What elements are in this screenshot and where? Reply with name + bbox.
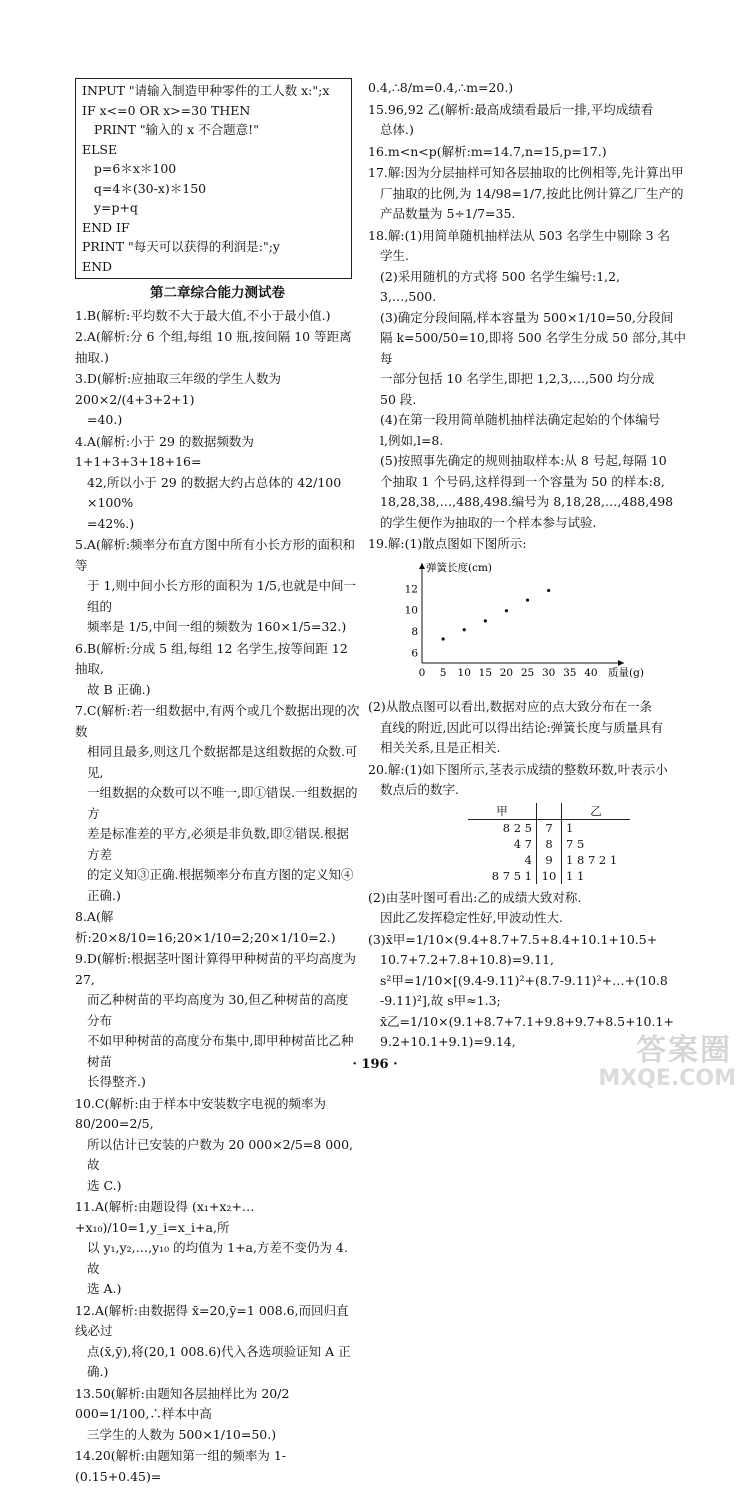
program-code-box: [75, 78, 352, 279]
stem-leaf-left: 8 7 5 1: [491, 868, 532, 883]
answer-item: [368, 534, 686, 555]
y-tick-label: 10: [404, 604, 418, 617]
answer-line: (2)从散点图可以看出,数据对应的点大致分布在一条: [368, 699, 653, 714]
answer-item: [368, 78, 686, 99]
answer-line: 一组数据的众数可以不唯一,即①错误.一组数据的方: [87, 785, 358, 821]
data-point: [463, 628, 466, 631]
x-tick-label: 0: [418, 666, 426, 679]
answer-line: 20.解:(1)如下图所示,茎表示成绩的整数环数,叶表示小: [368, 761, 668, 777]
stem-leaf-right: 1 8 7 2 1: [566, 852, 618, 867]
x-tick-label: 30: [541, 666, 556, 679]
answer-line: (2)采用随机的方式将 500 名学生编号:1,2,: [380, 268, 621, 284]
stem-leaf-stem: 9: [537, 852, 562, 868]
answer-line: 个抽取 1 个号码,这样得到一个容量为 50 的样本:8,: [380, 473, 665, 489]
data-point: [547, 588, 550, 591]
answer-item: [75, 369, 360, 431]
answer-line: 的学生便作为抽取的一个样本参与试验.: [380, 514, 597, 530]
answer-item: [368, 888, 686, 929]
answer-item: [368, 226, 686, 534]
answer-line: 18.解:(1)用简单随机抽样法从 503 名学生中剔除 3 名: [368, 227, 671, 243]
answer-line: 而乙种树苗的平均高度为 30,但乙种树苗的高度分布: [87, 992, 349, 1028]
answer-line: (4)在第一段用简单随机抽样法确定起始的个体编号: [380, 412, 661, 427]
stem-leaf-left: 8 2 5: [502, 820, 532, 835]
x-tick-label: 5: [439, 666, 447, 679]
right-answer-list: [368, 78, 686, 555]
stem-leaf-header-cell: [537, 803, 562, 820]
scatter-svg: [398, 557, 648, 689]
x-axis-label: 质量(g): [608, 666, 644, 679]
y-tick-label: 6: [411, 646, 418, 659]
answer-line: l,例如,l=8.: [380, 432, 444, 448]
answer-line: 1.B(解析:平均数不大于最大值,不小于最小值.): [75, 307, 331, 323]
code-line: END: [82, 258, 113, 274]
answer-line: s²甲=1/10×[(9.4-9.11)²+(8.7-9.11)²+…+(10.8: [380, 972, 668, 988]
data-point: [526, 598, 529, 601]
code-line: ELSE: [82, 141, 118, 157]
code-line: INPUT "请输入制造甲种零件的工人数 x:";x: [82, 83, 330, 98]
y-tick-label: 12: [404, 582, 418, 595]
answer-line: 50 段.: [380, 391, 417, 407]
x-tick-label: 10: [457, 666, 471, 679]
stem-leaf-row: [468, 852, 630, 868]
stem-leaf-right: 7 5: [566, 836, 585, 851]
answer-line: -9.11)²],故 s甲≈1.3;: [380, 993, 501, 1008]
answer-item: [75, 907, 360, 948]
answer-line: (2)由茎叶图可看出:乙的成绩大致对称.: [368, 889, 582, 905]
answer-line: 18,28,38,…,488,498.编号为 8,18,28,…,488,498: [380, 494, 674, 509]
answer-line: =42%.): [87, 515, 135, 531]
stem-leaf-left: 4 7: [513, 836, 532, 851]
data-point: [442, 637, 445, 640]
answer-line: 选 A.): [87, 1281, 122, 1296]
stem-leaf-row: [468, 868, 630, 884]
left-answer-list: [75, 306, 360, 1488]
answer-line: 16.m<n<p(解析:m=14.7,n=15,p=17.): [368, 143, 607, 159]
answer-line: (5)按照事先确定的规则抽取样本:从 8 号起,每隔 10: [380, 453, 667, 468]
answer-item: [75, 535, 360, 638]
answer-line: =40.): [87, 412, 123, 427]
answer-line: 以 y₁,y₂,…,y₁₀ 的均值为 1+a,方差不变仍为 4.故: [87, 1240, 348, 1276]
stem-leaf-right: 1: [566, 820, 574, 835]
answer-item: [75, 432, 360, 535]
x-tick-label: 35: [563, 666, 577, 679]
answer-item: [75, 306, 360, 327]
answer-line: 13.50(解析:由题知各层抽样比为 20/2 000=1/100,∴样本中高: [75, 1385, 290, 1421]
answer-line: 15.96,92 乙(解析:最高成绩看最后一排,平均成绩看: [368, 101, 654, 117]
x-axis-arrow: [618, 660, 624, 666]
answer-line: 10.C(解析:由于样本中安装数字电视的频率为 80/200=2/5,: [75, 1095, 327, 1131]
answer-line: 于 1,则中间小长方形的面积为 1/5,也就是中间一组的: [87, 578, 356, 614]
watermark-url: MXQE.COM: [598, 1066, 736, 1091]
right-answer-list-2: [368, 697, 686, 801]
code-line: p=6＊x＊100: [82, 161, 177, 176]
answer-line: 9.D(解析:根据茎叶图计算得甲种树苗的平均高度为 27,: [75, 951, 357, 987]
stem-leaf-stem: 10: [537, 868, 562, 884]
answer-line: 42,所以小于 29 的数据大约占总体的 42/100 ×100%: [87, 474, 342, 510]
answer-line: 9.2+10.1+9.1)=9.14,: [380, 1034, 516, 1049]
answer-line: 三学生的人数为 500×1/10=50.): [87, 1426, 277, 1442]
answer-line: 相同且最多,则这几个数据都是这组数据的众数.可见,: [87, 744, 358, 780]
answer-line: 12.A(解析:由数据得 x̄=20,ȳ=1 008.6,而回归直线必过: [75, 1302, 349, 1338]
page-number: · 196 ·: [352, 1057, 398, 1072]
answer-line: x̄乙=1/10×(9.1+8.7+7.1+9.8+9.7+8.5+10.1+: [380, 1013, 674, 1029]
answer-line: 不如甲种树苗的高度分布集中,即甲种树苗比乙种树苗: [87, 1033, 354, 1069]
answer-line: 2.A(解析:分 6 个组,每组 10 瓶,按间隔 10 等距离抽取.): [75, 329, 352, 365]
answer-line: 11.A(解析:由题设得 (x₁+x₂+…+x₁₀)/10=1,y_i=x_i+a,所: [75, 1199, 255, 1235]
y-tick-label: 8: [411, 625, 418, 638]
answer-item: [368, 100, 686, 141]
answer-line: 选 C.): [87, 1177, 122, 1193]
answer-line: 6.B(解析:分成 5 组,每组 12 名学生,按等间距 12 抽取,: [75, 640, 348, 676]
answer-line: 10.7+7.2+7.8+10.8)=9.11,: [380, 952, 554, 967]
answer-line: 正确.): [87, 887, 121, 903]
x-tick-label: 15: [478, 666, 493, 679]
answer-line: (3)确定分段间隔,样本容量为 500×1/10=50,分段间: [380, 309, 674, 325]
answer-line: 0.4,∴8/m=0.4,∴m=20.): [368, 80, 514, 95]
y-axis-arrow: [419, 563, 425, 569]
answer-line: 总体.): [380, 122, 414, 137]
stem-leaf-header: [468, 803, 630, 820]
answer-line: 差是标准差的平方,必须是非负数,即②错误.根据方差: [87, 826, 349, 862]
answer-line: 厂抽取的比例,为 14/98=1/7,按此比例计算乙厂生产的: [380, 185, 684, 201]
stem-leaf-stem: 7: [537, 819, 562, 836]
answer-line: 17.解:因为分层抽样可知各层抽取的比例相等,先计算出甲: [368, 165, 684, 180]
answer-line: 长得整齐.): [87, 1074, 146, 1089]
answer-line: 4.A(解析:小于 29 的数据频数为 1+1+3+3+18+16=: [75, 433, 254, 469]
answer-line: 产品数量为 5÷1/7=35.: [380, 206, 516, 221]
y-axis-label: 弹簧长度(cm): [426, 561, 493, 574]
answer-line: 学生.: [380, 248, 409, 263]
answer-line: (3)x̄甲=1/10×(9.4+8.7+7.5+8.4+10.1+10.5+: [368, 931, 658, 947]
left-column: [75, 78, 360, 1488]
answer-line: 的定义知③正确.根据频率分布直方图的定义知④: [87, 867, 354, 882]
watermark-logo: [598, 1011, 742, 1091]
answer-item: [368, 760, 686, 801]
x-tick-label: 40: [584, 666, 598, 679]
watermark-text: 答案圈: [636, 1033, 732, 1068]
answer-item: [75, 327, 360, 368]
code-line: IF x<=0 OR x>=30 THEN: [82, 102, 251, 118]
answer-line: 7.C(解析:若一组数据中,有两个或几个数据出现的次数: [75, 703, 360, 739]
stem-leaf-row: [468, 836, 630, 852]
code-line: q=4＊(30-x)＊150: [82, 180, 207, 196]
right-column: [368, 78, 686, 1054]
answer-line: 点(x̄,ȳ),将(20,1 008.6)代入各选项验证知 A 正确.): [87, 1343, 351, 1379]
answer-item: [75, 1197, 360, 1300]
answer-line: 一部分包括 10 名学生,即把 1,2,3,…,500 均分成: [380, 371, 655, 386]
code-line: y=p+q: [82, 200, 138, 215]
answer-line: 3.D(解析:应抽取三年级的学生人数为 200×2/(4+3+2+1): [75, 371, 282, 407]
data-point: [505, 609, 508, 612]
stem-leaf-header-cell: 甲: [468, 803, 537, 820]
code-line: PRINT "输入的 x 不合题意!": [82, 122, 259, 137]
answer-line: 隔 k=500/50=10,即将 500 名学生分成 50 部分,其中每: [380, 330, 686, 366]
answer-line: 5.A(解析:频率分布直方图中所有小长方形的面积和等: [75, 537, 356, 573]
x-tick-label: 25: [520, 666, 535, 679]
data-point: [484, 619, 487, 622]
answer-item: [368, 697, 686, 759]
stem-leaf-left: 4: [524, 852, 532, 867]
answer-line: 3,…,500.: [380, 289, 437, 304]
scatter-plot: [398, 557, 686, 696]
answer-line: 14.20(解析:由题知第一组的频率为 1-(0.15+0.45)=: [75, 1448, 287, 1484]
answer-item: [75, 1446, 360, 1487]
stem-leaf-stem: 8: [537, 836, 562, 852]
answer-line: 直线的附近,因此可以得出结论:弹簧长度与质量具有: [380, 719, 664, 735]
x-tick-label: 20: [499, 666, 514, 679]
answer-item: [75, 1301, 360, 1383]
stem-leaf-right: 1 1: [566, 868, 585, 883]
answer-line: 19.解:(1)散点图如下图所示:: [368, 536, 527, 551]
answer-line: 8.A(解析:20×8/10=16;20×1/10=2;20×1/10=2.): [75, 909, 336, 945]
answer-item: [368, 163, 686, 225]
answer-line: 数点后的数字.: [380, 782, 459, 797]
code-line: PRINT "每天可以获得的利润是:";y: [82, 239, 280, 254]
answer-line: 频率是 1/5,中间一组的频数为 160×1/5=32.): [87, 619, 347, 634]
answer-item: [75, 1384, 360, 1446]
answer-line: 故 B 正确.): [87, 681, 151, 697]
stem-leaf-header-cell: 乙: [562, 803, 631, 820]
answer-line: 相关关系,且是正相关.: [380, 740, 501, 755]
stem-leaf-row: [468, 819, 630, 836]
answer-item: [75, 701, 360, 906]
answer-item: [75, 639, 360, 701]
answer-line: 因此乙发挥稳定性好,甲波动性大.: [380, 910, 563, 925]
answer-item: [368, 142, 686, 163]
stem-leaf-table: [468, 803, 630, 884]
section-title: 第二章综合能力测试卷: [150, 285, 285, 301]
answer-line: 所以估计已安装的户数为 20 000×2/5=8 000,故: [87, 1136, 354, 1172]
answer-item: [75, 1094, 360, 1197]
code-line: END IF: [82, 219, 130, 235]
